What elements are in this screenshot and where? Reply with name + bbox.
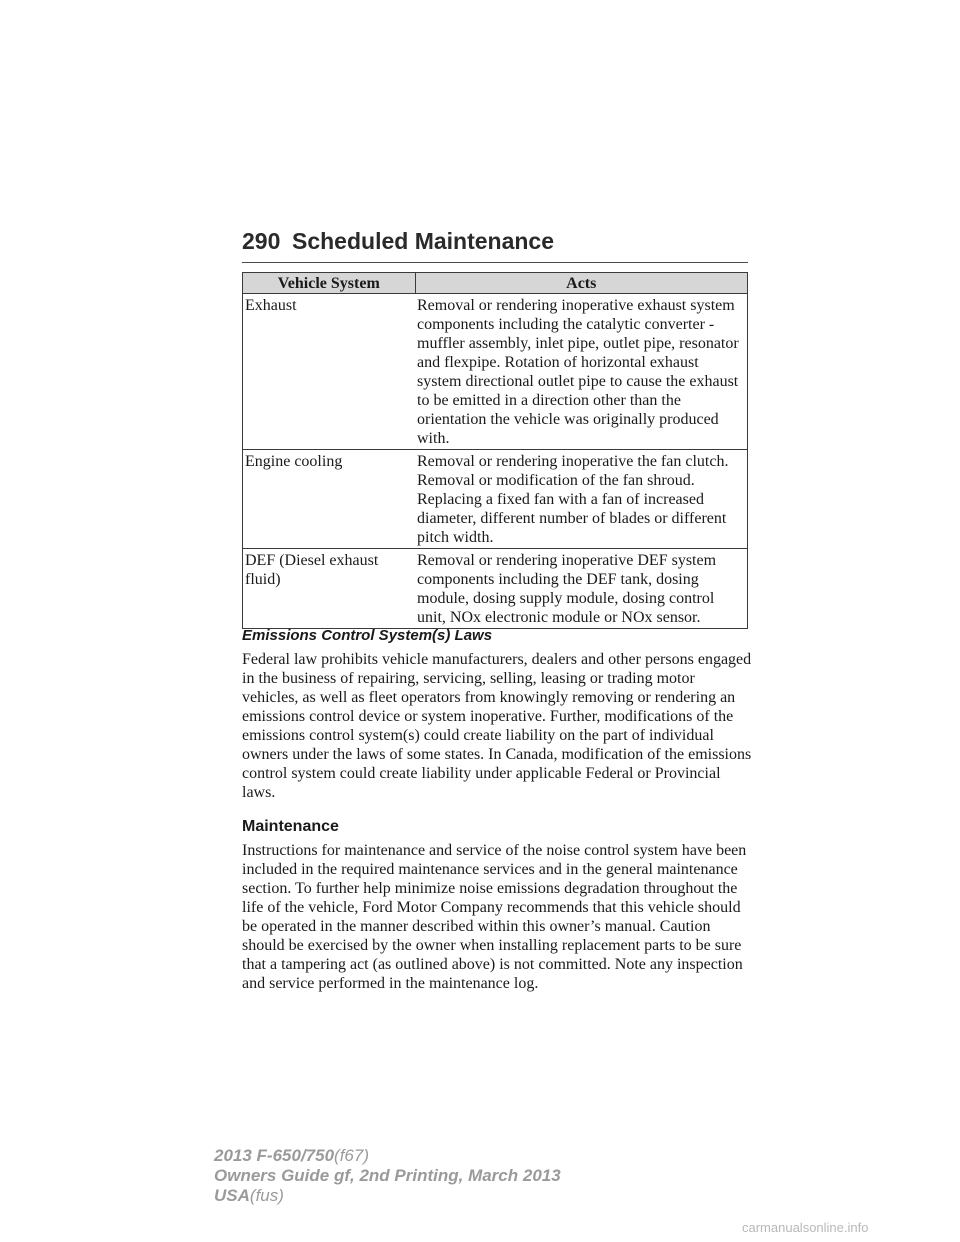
acts-cell: Removal or rendering inoperative the fan clutch. Removal or modification of the fan shroud. Replacing a fixed fan with a fan of increased diameter, different number of blades or different pitch width. [415,450,748,549]
document-footer [214,1146,561,1206]
footer-line-printing: Owners Guide gf, 2nd Printing, March 2013 [214,1166,561,1185]
acts-cell: Removal or rendering inoperative exhaust system components including the catalytic converter - muffler assembly, inlet pipe, outlet pipe, resonator and flexpipe. Rotation of horizontal exhaust system directional outlet pipe to cause the exhaust to be emitted in a direction other than the orientation the vehicle was originally produced with. [415,294,748,450]
table-header-row [243,273,748,294]
body-content [242,626,752,1008]
footer-region: USA [214,1186,250,1205]
watermark: carmanualsonline.info [742,1220,869,1235]
vehicle-system-cell: DEF (Diesel exhaust fluid) [243,549,416,629]
section-heading-emissions-laws: Emissions Control System(s) Laws [242,627,493,644]
section-title: Scheduled Maintenance [292,228,555,254]
footer-line-model [214,1146,561,1166]
footer-model: 2013 F-650/750 [214,1146,335,1165]
page-number: 290 [242,228,281,254]
paragraph-emissions-laws: Federal law prohibits vehicle manufacturers, dealers and other persons engaged in the business of repairing, servicing, selling, leasing or trading motor vehicles, as well as fleet operators from knowingly removing or rendering an emissions control device or system inoperative. Further, modifications of the emissions control system(s) could create liability on the part of individual owners under the laws of some states. In Canada, modification of the emissions control system could create liability under applicable Federal or Provincial laws. [242,651,752,801]
footer-line-region [214,1186,561,1206]
footer-model-code: (f67) [334,1146,370,1165]
acts-cell: Removal or rendering inoperative DEF system components including the DEF tank, dosing module, dosing supply module, dosing control unit, NOx electronic module or NOx sensor. [415,549,748,629]
vehicle-system-acts-table [242,272,748,629]
column-header-vehicle-system: Vehicle System [243,273,416,294]
section-heading-maintenance: Maintenance [242,818,339,835]
table-row [243,549,748,629]
vehicle-system-cell: Engine cooling [243,450,416,549]
table-row [243,450,748,549]
footer-region-code: (fus) [249,1186,284,1205]
page-header [242,228,748,263]
table-row [243,294,748,450]
column-header-acts: Acts [415,273,748,294]
vehicle-system-cell: Exhaust [243,294,416,450]
paragraph-maintenance: Instructions for maintenance and service of the noise control system have been included in the required maintenance services and in the general maintenance section. To further help minimize noise emissions degradation throughout the life of the vehicle, Ford Motor Company recommends that this vehicle should be operated in the manner described within this owner’s manual. Caution should be exercised by the owner when installing replacement parts to be sure that a tampering act (as outlined above) is not committed. Note any inspection and service performed in the maintenance log. [242,842,747,992]
